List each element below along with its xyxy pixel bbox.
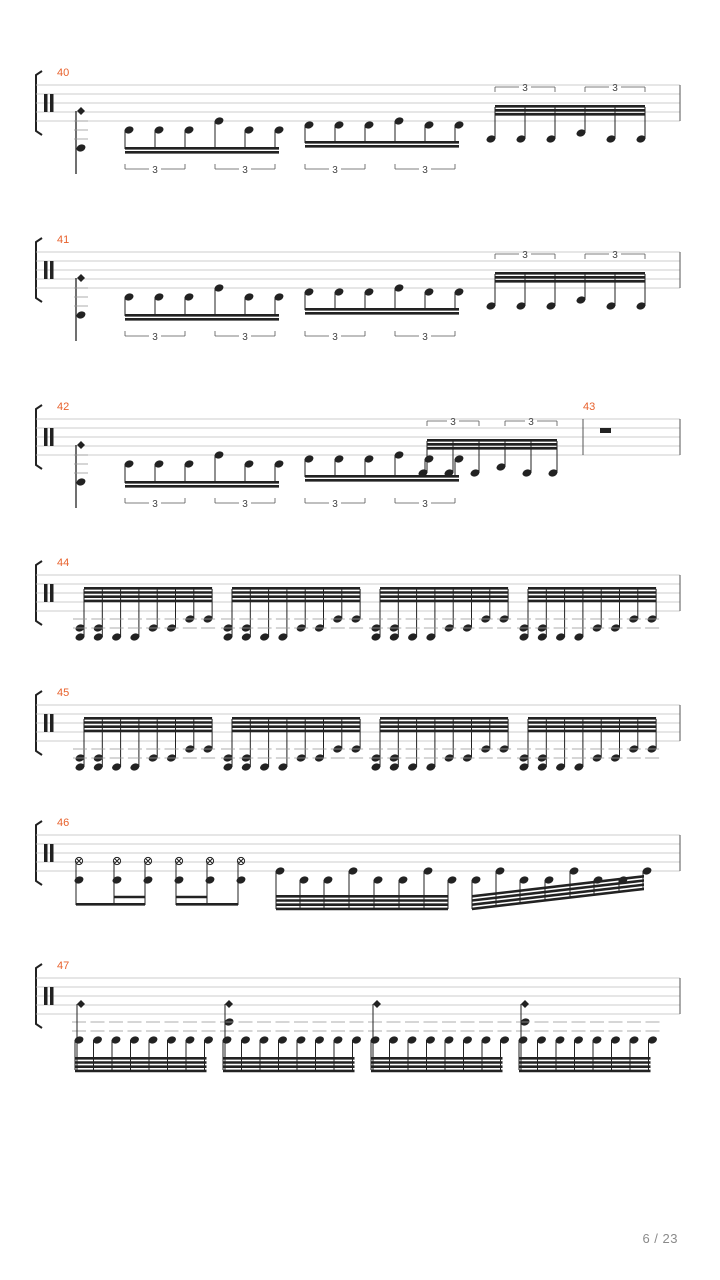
beam [495, 113, 645, 116]
note-head [76, 310, 87, 320]
beam [232, 591, 360, 594]
beam [528, 587, 656, 590]
beam [75, 1065, 207, 1068]
beam [232, 730, 360, 733]
staff-system [36, 234, 680, 343]
beam [84, 725, 212, 728]
measure-number: 41 [57, 234, 70, 246]
staff-system [36, 687, 680, 772]
staff-system [36, 557, 680, 642]
beam [125, 147, 279, 150]
beam [223, 1065, 355, 1068]
beam [276, 899, 448, 902]
tuplet-number: 3 [332, 332, 338, 343]
beam [380, 721, 508, 724]
beam [223, 1057, 355, 1060]
beam [528, 595, 656, 598]
note-head [74, 875, 85, 885]
percussion-clef-icon [50, 584, 54, 602]
note-head [236, 875, 247, 885]
measure-number: 44 [57, 557, 70, 569]
beam [495, 105, 645, 108]
beam [232, 595, 360, 598]
accent-note-head [373, 1000, 381, 1008]
beam [84, 587, 212, 590]
tuplet-number: 3 [450, 417, 456, 428]
beam [232, 725, 360, 728]
tuplet-number: 3 [152, 499, 158, 510]
accent-note-head [225, 1000, 233, 1008]
tuplet-number: 3 [612, 83, 618, 94]
percussion-clef-icon [44, 584, 48, 602]
beam [305, 141, 459, 144]
measure-number: 43 [583, 401, 596, 413]
percussion-clef-icon [50, 987, 54, 1005]
beam [371, 1061, 503, 1064]
beam [380, 591, 508, 594]
accent-note-head [77, 107, 85, 115]
beam [84, 717, 212, 720]
note-head [143, 875, 154, 885]
beam [125, 485, 279, 488]
beam [305, 308, 459, 311]
beam [176, 903, 238, 906]
beam [125, 481, 279, 484]
beam [427, 447, 557, 450]
beam [75, 1070, 207, 1073]
tuplet-number: 3 [422, 499, 428, 510]
beam [528, 721, 656, 724]
tuplet-number: 3 [422, 332, 428, 343]
tuplet-number: 3 [242, 332, 248, 343]
beam [84, 600, 212, 603]
beam [371, 1065, 503, 1068]
beam [76, 903, 145, 906]
beam [305, 145, 459, 148]
page-indicator: 6 / 23 [642, 1231, 678, 1246]
beam [495, 280, 645, 283]
beam [232, 600, 360, 603]
beam [519, 1061, 651, 1064]
beam [495, 109, 645, 112]
beam [84, 721, 212, 724]
beam [125, 314, 279, 317]
note-head [76, 477, 87, 487]
beam [371, 1057, 503, 1060]
beam [380, 730, 508, 733]
beam [495, 272, 645, 275]
beam [371, 1070, 503, 1073]
measure-number: 42 [57, 401, 70, 413]
staff-system [36, 817, 680, 910]
beam [84, 591, 212, 594]
percussion-clef-icon [50, 94, 54, 112]
beam [519, 1065, 651, 1068]
beam [380, 600, 508, 603]
beam [232, 721, 360, 724]
percussion-clef-icon [44, 714, 48, 732]
note-head [76, 143, 87, 153]
beam [528, 591, 656, 594]
tuplet-number: 3 [522, 83, 528, 94]
beam [75, 1057, 207, 1060]
percussion-clef-icon [44, 94, 48, 112]
beam [232, 717, 360, 720]
beam [84, 595, 212, 598]
accent-note-head [521, 1000, 529, 1008]
percussion-clef-icon [50, 844, 54, 862]
percussion-clef-icon [44, 987, 48, 1005]
tuplet-number: 3 [152, 332, 158, 343]
half-rest [600, 428, 611, 433]
percussion-clef-icon [50, 261, 54, 279]
beam [528, 717, 656, 720]
beam [519, 1057, 651, 1060]
beam [528, 730, 656, 733]
tuplet-number: 3 [522, 250, 528, 261]
beam [495, 276, 645, 279]
measure-number: 40 [57, 67, 70, 79]
beam [223, 1061, 355, 1064]
beam [276, 908, 448, 911]
beam [276, 903, 448, 906]
beam [75, 1061, 207, 1064]
tuplet-number: 3 [422, 165, 428, 176]
beam [519, 1070, 651, 1073]
beam [380, 587, 508, 590]
beam [528, 725, 656, 728]
beam [380, 595, 508, 598]
note-head [112, 875, 123, 885]
beam [380, 725, 508, 728]
percussion-clef-icon [44, 261, 48, 279]
percussion-clef-icon [44, 428, 48, 446]
tuplet-number: 3 [152, 165, 158, 176]
beam [305, 312, 459, 315]
tuplet-number: 3 [242, 165, 248, 176]
tuplet-number: 3 [242, 499, 248, 510]
tuplet-number: 3 [332, 499, 338, 510]
measure-number: 47 [57, 960, 70, 972]
beam [125, 151, 279, 154]
beam [232, 587, 360, 590]
staff-system [36, 401, 680, 510]
accent-note-head [77, 441, 85, 449]
beam [276, 895, 448, 898]
note-head [205, 875, 216, 885]
beam [223, 1070, 355, 1073]
beam [305, 475, 459, 478]
percussion-clef-icon [50, 714, 54, 732]
accent-note-head [77, 274, 85, 282]
tuplet-number: 3 [528, 417, 534, 428]
beam [380, 717, 508, 720]
staff-system [36, 960, 680, 1072]
accent-note-head [77, 1000, 85, 1008]
beam [125, 318, 279, 321]
note-head [174, 875, 185, 885]
beam [305, 479, 459, 482]
percussion-clef-icon [50, 428, 54, 446]
staff-system [36, 67, 680, 176]
percussion-clef-icon [44, 844, 48, 862]
measure-number: 45 [57, 687, 70, 699]
beam [84, 730, 212, 733]
beam [528, 600, 656, 603]
tuplet-number: 3 [612, 250, 618, 261]
beam [427, 439, 557, 442]
beam [427, 443, 557, 446]
measure-number: 46 [57, 817, 70, 829]
tuplet-number: 3 [332, 165, 338, 176]
